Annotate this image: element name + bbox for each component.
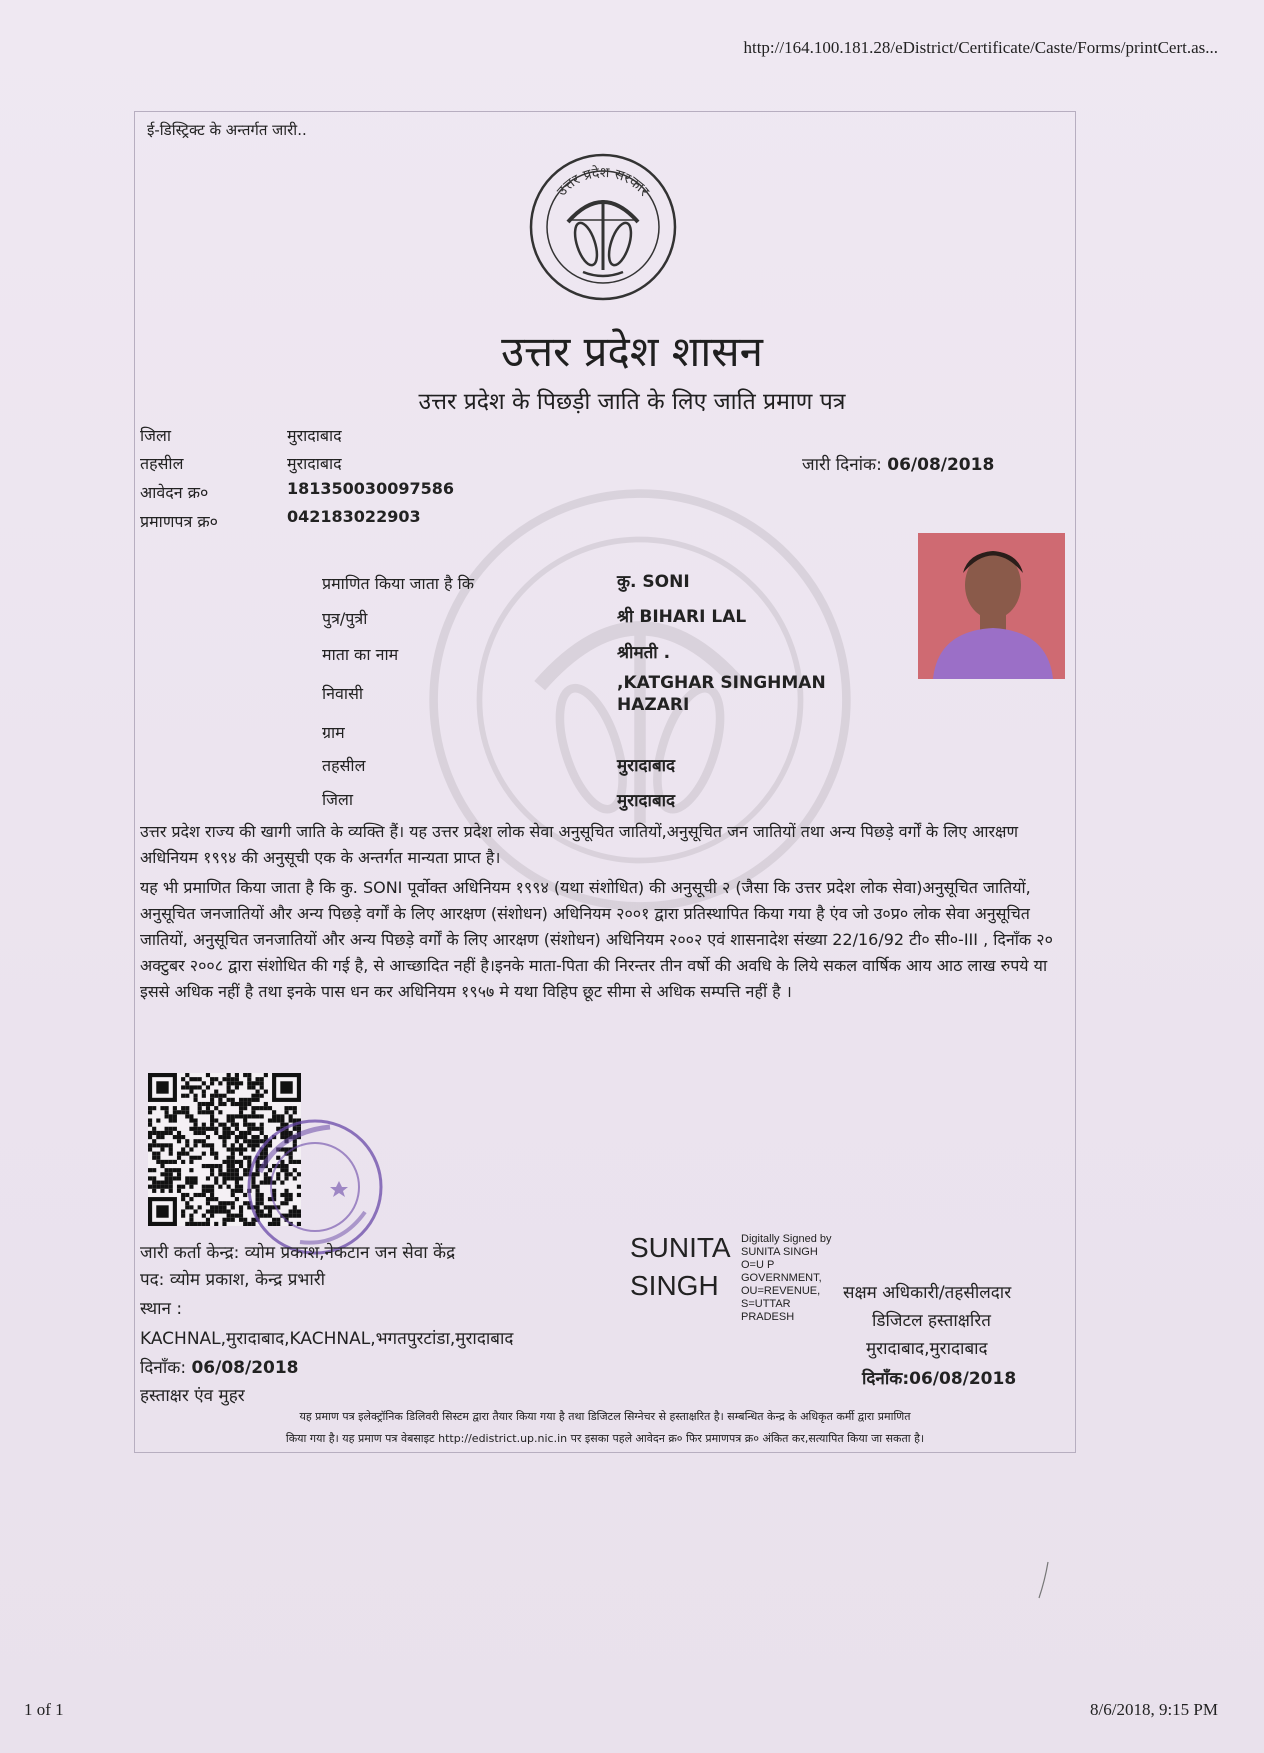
issuer-date <box>140 1355 299 1378</box>
field-label-mother: माता का नाम <box>322 645 399 664</box>
authority-signed: डिजिटल हस्ताक्षरित <box>872 1311 991 1331</box>
field-value-name: कु. SONI <box>617 572 690 592</box>
signer-first-name: SUNITA <box>630 1232 731 1263</box>
place-value: KACHNAL,मुरादाबाद,KACHNAL,भगतपुरटांडा,मुरादाबाद <box>140 1329 514 1349</box>
field-value-mother: श्रीमती . <box>617 643 671 663</box>
issuer-date-value: 06/08/2018 <box>191 1358 299 1378</box>
district-label: जिला <box>140 426 172 445</box>
tehsil-label: तहसील <box>140 454 184 473</box>
issuer-post: पद: व्योम प्रकाश, केन्द्र प्रभारी <box>140 1270 326 1290</box>
certificate-number: 042183022903 <box>287 507 421 526</box>
field-value-tehsil: मुरादाबाद <box>617 756 676 776</box>
applicant-photo <box>918 533 1065 679</box>
authority-date: दिनाँक:06/08/2018 <box>862 1369 1017 1389</box>
authority-title: सक्षम अधिकारी/तहसीलदार <box>843 1283 1012 1303</box>
issuer-date-label: दिनाँक: <box>140 1358 187 1378</box>
browser-page-count: 1 of 1 <box>24 1700 64 1719</box>
field-value-resident: ,KATGHAR SINGHMAN HAZARI <box>617 673 826 715</box>
field-label-child-of: पुत्र/पुत्री <box>322 609 368 628</box>
field-label-district: जिला <box>322 790 354 809</box>
verification-note-line2: किया गया है। यह प्रमाण पत्र वेबसाइट http://edistrict.up.nic.in पर इसका पहले आवेदन क्र० फिर प्रमाणपत्र क्र० अंकित कर,सत्यापित किया जा सकता है। <box>285 1432 925 1445</box>
person-photo-icon <box>918 533 1065 679</box>
application-number: 181350030097586 <box>287 479 454 498</box>
browser-print-time: 8/6/2018, 9:15 PM <box>1090 1700 1218 1719</box>
certificate-number-label: प्रमाणपत्र क्र० <box>140 512 218 531</box>
emblem-text: उत्तर प्रदेश सरकार <box>553 164 653 200</box>
browser-url: http://164.100.181.28/eDistrict/Certificate/Caste/Forms/printCert.as... <box>743 38 1218 57</box>
digital-signature-details: Digitally Signed by SUNITA SINGH O=U P GOVERNMENT, OU=REVENUE, S=UTTAR PRADESH <box>741 1233 832 1323</box>
application-label: आवेदन क्र० <box>140 483 209 502</box>
signer-last-name: SINGH <box>630 1270 719 1301</box>
verification-note <box>140 1406 1070 1450</box>
field-label-tehsil: तहसील <box>322 756 366 775</box>
district-value: मुरादाबाद <box>287 426 342 445</box>
up-emblem-icon <box>528 152 678 302</box>
tehsil-value: मुरादाबाद <box>287 454 342 473</box>
field-value-father: श्री BIHARI LAL <box>617 607 747 627</box>
caste-statement: उत्तर प्रदेश राज्य की खागी जाति के व्यक्ति हैं। यह उत्तर प्रदेश लोक सेवा अनुसूचित जातियों,अनुसूचित जन जातियों तथा अन्य पिछड़े वर्गों के लिए आरक्षण अधिनियम १९९४ की अनुसूची एक के अन्तर्गत मान्यता प्राप्त है। <box>140 822 1019 867</box>
creamy-layer-statement: यह भी प्रमाणित किया जाता है कि कु. SONI पूर्वोक्त अधिनियम १९९४ (यथा संशोधित) की अनुसूची २ (जैसा कि उत्तर प्रदेश लोक सेवा)अनुसूचित जातियों, अनुसूचित जनजातियों और अन्य पिछड़े वर्गों के लिए आरक्षण (संशोधन) अधिनियम २००१ द्वारा प्रतिस्थापित किया गया है एंव जो उ०प्र० लोक सेवा अनुसूचित जातियों, अनुसूचित जनजातियों और अन्य पिछड़े वर्गों के लिए आरक्षण (संशोधन) अधिनियम २००२ एवं शासनादेश संख्या 22/16/92 टी० सी०-III , दिनाँक २० अक्टुबर २००८ द्वारा संशोधित की गई है, से आच्छादित नहीं है।इनके माता-पिता की निरन्तर तीन वर्षो की अवधि के लिये सकल वार्षिक आय आठ लाख रुपये या इससे अधिक नहीं है तथा इनके पास धन कर अधिनियम १९५७ मे यथा विहिप छूट सीमा से अधिक सम्पत्ति नहीं है । <box>140 878 1053 1001</box>
issue-date <box>802 452 994 475</box>
place-label: स्थान : <box>140 1299 183 1319</box>
authority-place: मुरादाबाद,मुरादाबाद <box>866 1339 988 1359</box>
verification-note-line1: यह प्रमाण पत्र इलेक्ट्रॉनिक डिलिवरी सिस्टम द्वारा तैयार किया गया है तथा डिजिटल सिग्नेचर से हस्ताक्षरित है। सम्बन्धित केन्द्र के अधिकृत कर्मी द्वारा प्रमाणित <box>299 1410 911 1423</box>
signature-seal-label: हस्ताक्षर एंव मुहर <box>140 1386 245 1406</box>
field-label-village: ग्राम <box>322 723 345 742</box>
issued-under-text: ई-डिस्ट्रिक्ट के अन्तर्गत जारी.. <box>147 121 307 139</box>
svg-text:उत्तर प्रदेश सरकार <box>554 164 652 200</box>
issue-date-label: जारी दिनांक: <box>802 455 882 475</box>
issue-date-value: 06/08/2018 <box>887 455 995 475</box>
field-label-resident: निवासी <box>322 684 364 703</box>
pen-mark-icon <box>1036 1560 1052 1600</box>
field-value-district: मुरादाबाद <box>617 791 676 811</box>
government-title: उत्तर प्रदेश शासन <box>501 327 763 376</box>
field-label-certified: प्रमाणित किया जाता है कि <box>322 574 475 593</box>
issuing-centre: जारी कर्ता केन्द्र: व्योम प्रकाश,नेकटान जन सेवा केंद्र <box>140 1243 456 1263</box>
certificate-title: उत्तर प्रदेश के पिछड़ी जाति के लिए जाति प्रमाण पत्र <box>418 389 846 415</box>
